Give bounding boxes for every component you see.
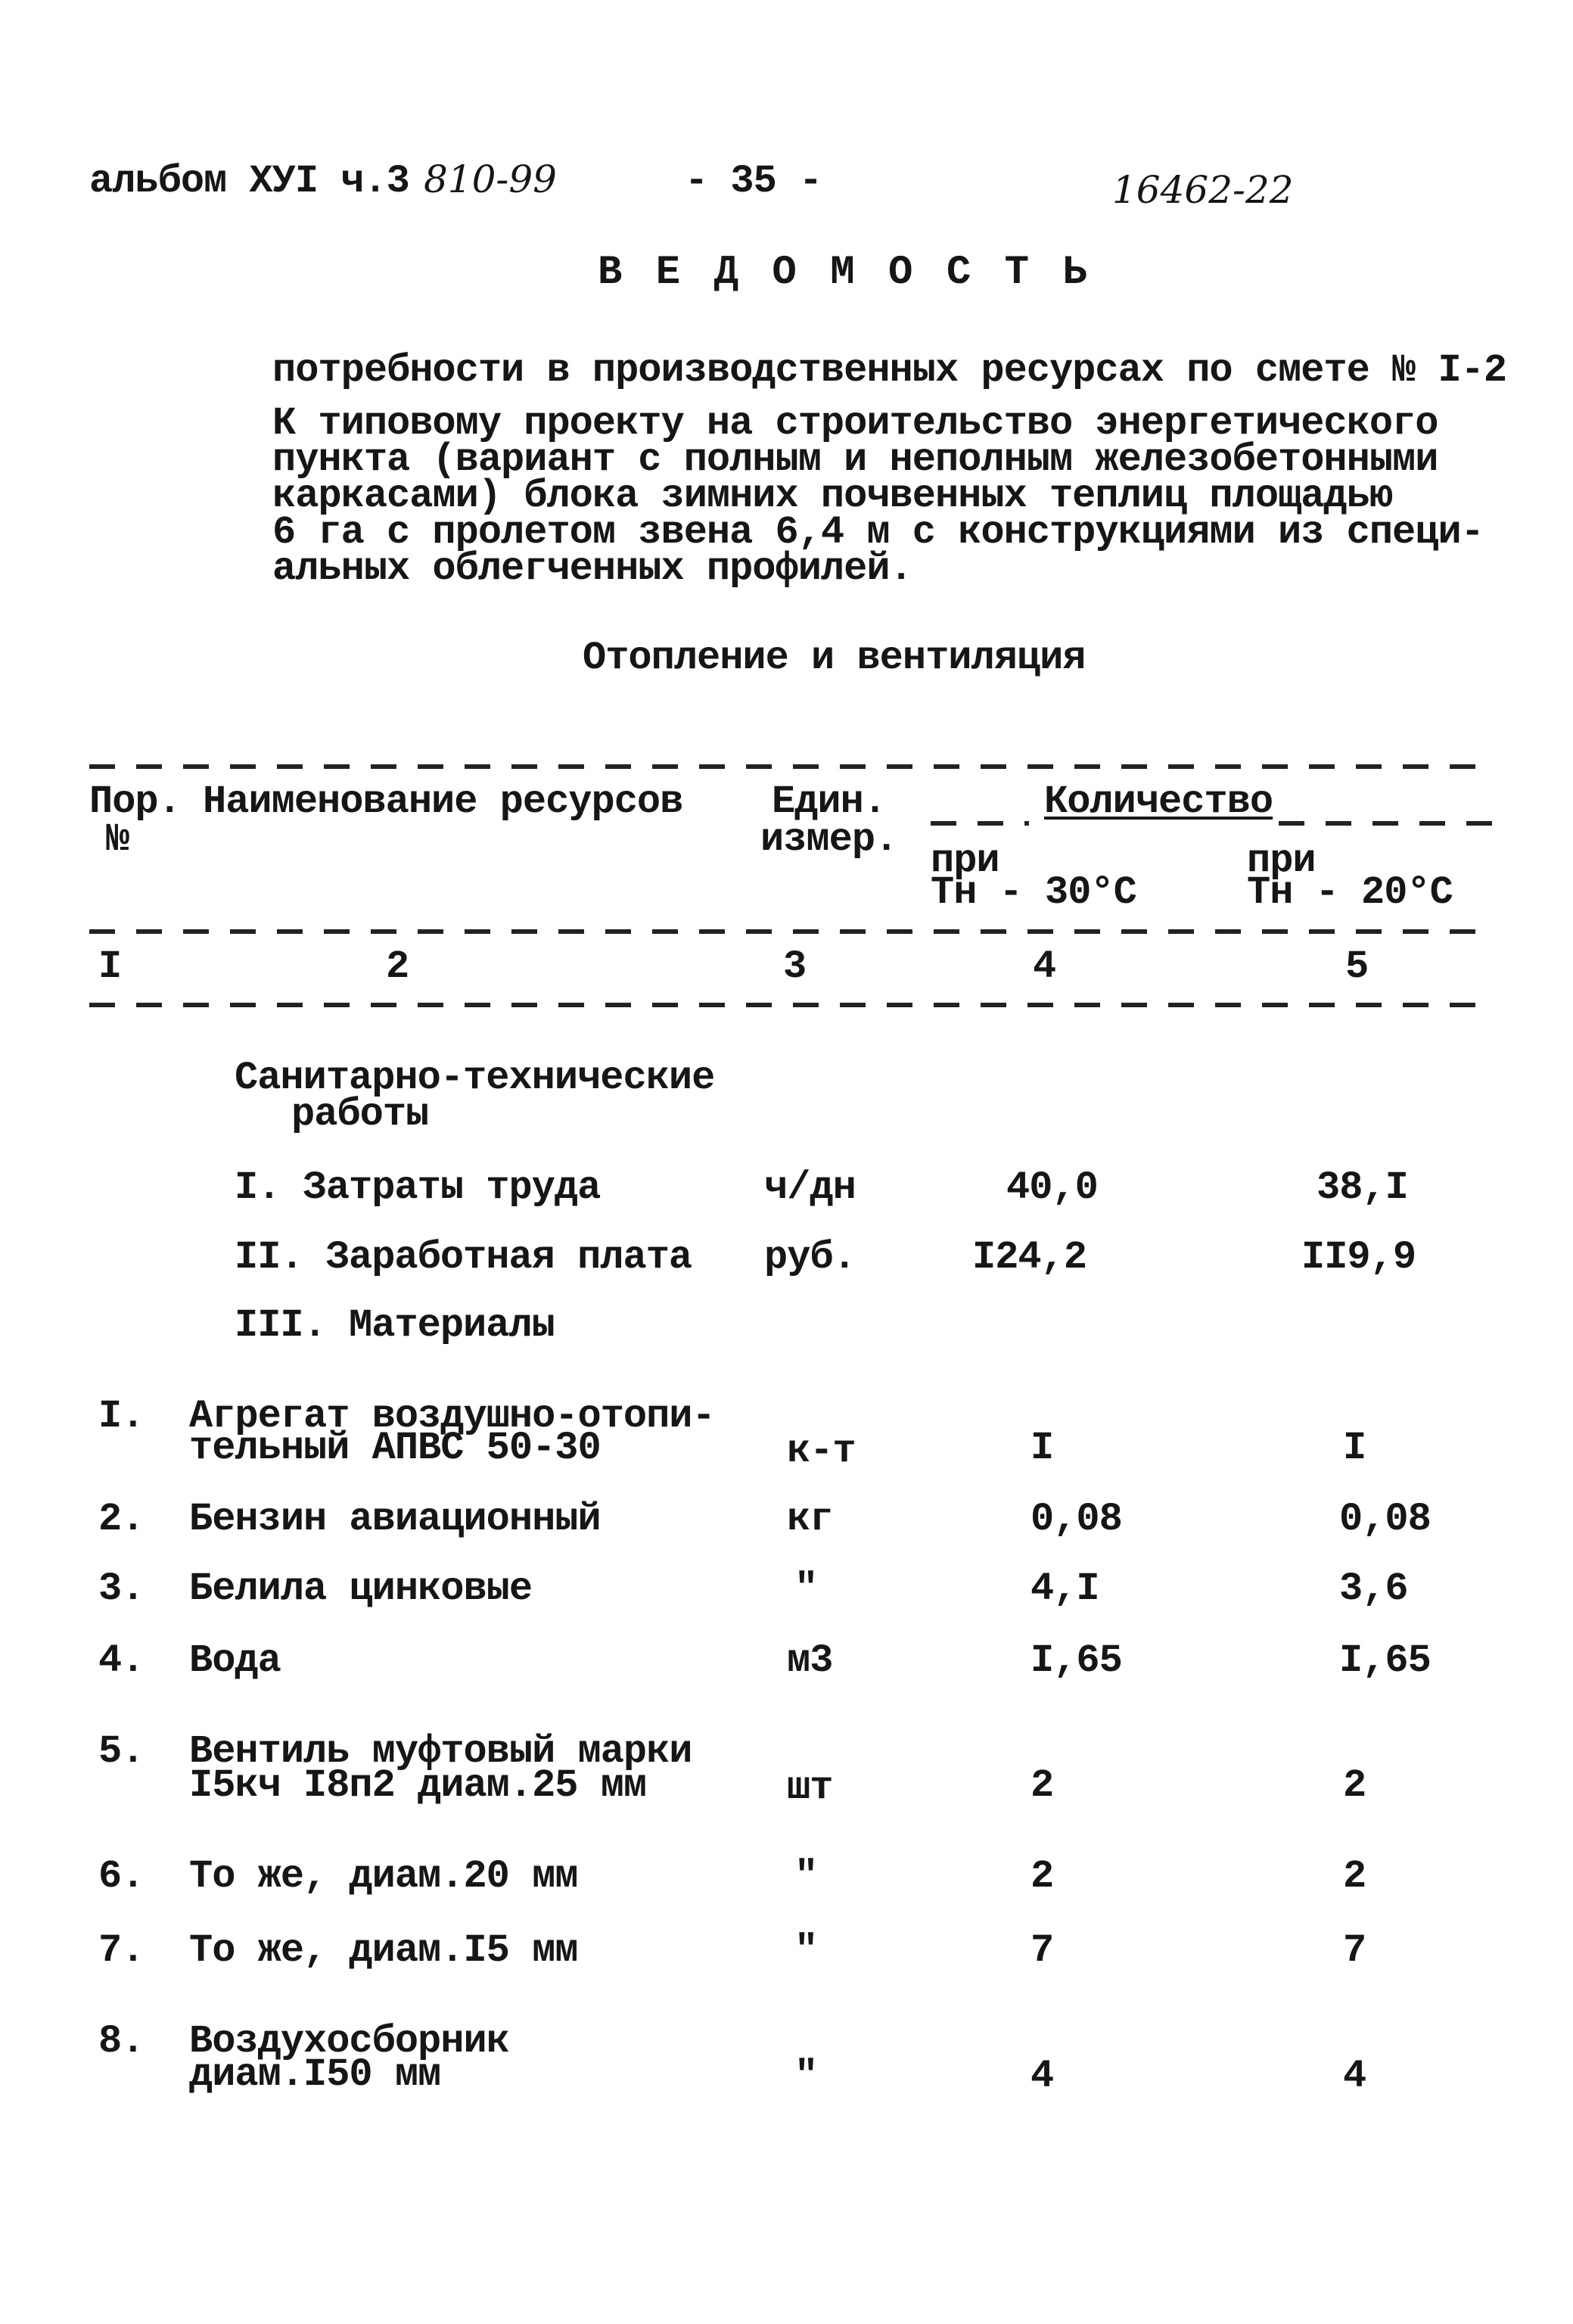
row-q1: 4 <box>1031 2054 1054 2098</box>
row-q1: 0,08 <box>1031 1497 1122 1542</box>
row-q2: 2 <box>1343 1763 1366 1808</box>
row-q2: I <box>1343 1426 1366 1470</box>
description-line: каркасами) блока зимних почвенных теплиц площадью <box>272 474 1393 518</box>
document-code: 16462-22 <box>1112 168 1294 212</box>
row-unit: " <box>794 1566 818 1611</box>
row-unit: м3 <box>787 1638 833 1683</box>
table-top-rule <box>89 764 1497 769</box>
row-q1: 4,I <box>1031 1566 1099 1611</box>
row-q2: 3,6 <box>1339 1566 1408 1611</box>
row-unit: " <box>794 1928 818 1973</box>
row-unit: кг <box>787 1497 833 1542</box>
summary-q2: 38,I <box>1317 1165 1408 1210</box>
row-q2: 0,08 <box>1339 1497 1431 1542</box>
summary-q1: 40,0 <box>1006 1165 1098 1210</box>
row-name-line1: То же, диам.I5 мм <box>189 1928 578 1973</box>
header-name: Наименование ресурсов <box>203 779 683 824</box>
row-num: 4. <box>98 1638 145 1683</box>
subtitle: потребности в производственных ресурсах по смете № I-2 <box>272 348 1507 393</box>
album-label: альбом XУI ч.3 <box>89 159 409 204</box>
row-q2: I,65 <box>1339 1638 1431 1683</box>
description-line: пункта (вариант с полным и неполным железобетонными <box>272 437 1438 482</box>
group-title-line1: Санитарно-технические <box>235 1056 715 1100</box>
row-name-line2: диам.I50 мм <box>189 2052 441 2097</box>
col-number: 4 <box>1033 944 1056 989</box>
header-num: Пор. <box>89 779 181 824</box>
summary-label: III. Материалы <box>235 1303 555 1348</box>
row-num: 6. <box>98 1854 145 1899</box>
header-q1-line1: при <box>931 838 999 883</box>
row-name-line1: Белила цинковые <box>189 1566 533 1611</box>
summary-label: I. Затраты труда <box>235 1165 601 1210</box>
row-name-line2: I5кч I8п2 диам.25 мм <box>189 1763 647 1808</box>
col-number: 2 <box>386 944 409 989</box>
header-unit-line1: Един. <box>772 779 887 824</box>
header-bottom-rule <box>89 929 1497 934</box>
page-number: - 35 - <box>685 159 822 204</box>
summary-q2: II9,9 <box>1301 1235 1416 1280</box>
row-num: I. <box>98 1394 145 1439</box>
description-line: 6 га с пролетом звена 6,4 м с конструкциями из специ- <box>272 510 1484 555</box>
col-number: 3 <box>783 944 807 989</box>
summary-q1: I24,2 <box>972 1235 1087 1280</box>
header-qty-rule-left <box>931 821 1029 826</box>
row-name-line1: То же, диам.20 мм <box>189 1854 578 1899</box>
summary-unit: руб. <box>764 1235 856 1280</box>
group-title-line2: работы <box>291 1092 429 1137</box>
col-number-rule <box>89 1003 1497 1007</box>
row-name-line1: Агрегат воздушно-отопи- <box>189 1394 715 1439</box>
row-name-line1: Вентиль муфтовый марки <box>189 1729 692 1774</box>
header-unit-line2: измер. <box>760 817 898 862</box>
header-num-sign: № <box>106 817 129 862</box>
row-num: 3. <box>98 1566 145 1611</box>
header-q1-line2: Тн - 30°С <box>931 870 1136 915</box>
row-unit: шт <box>787 1766 833 1810</box>
col-number: I <box>98 944 122 989</box>
row-q1: I <box>1031 1426 1054 1470</box>
row-q1: I,65 <box>1031 1638 1122 1683</box>
row-num: 5. <box>98 1729 145 1774</box>
col-number: 5 <box>1345 944 1369 989</box>
row-name-line2: тельный АПВС 50-30 <box>189 1426 601 1470</box>
section-title: Отопление и вентиляция <box>583 636 1086 680</box>
row-unit: к-т <box>787 1429 856 1473</box>
header-qty-rule-right <box>1279 821 1497 826</box>
row-q1: 2 <box>1031 1854 1054 1899</box>
row-q2: 4 <box>1343 2054 1366 2098</box>
summary-label: II. Заработная плата <box>235 1235 692 1280</box>
row-q1: 2 <box>1031 1763 1054 1808</box>
header-quantity: Количество <box>1044 779 1273 824</box>
header-q2-line1: при <box>1247 838 1316 883</box>
summary-unit: ч/дн <box>764 1165 856 1210</box>
row-q2: 2 <box>1343 1854 1366 1899</box>
row-q2: 7 <box>1343 1928 1366 1973</box>
document-title: В Е Д О М О С Т Ь <box>598 250 1092 296</box>
row-name-line1: Вода <box>189 1638 281 1683</box>
description-line: К типовому проекту на строительство энергетического <box>272 401 1438 446</box>
row-name-line1: Воздухосборник <box>189 2019 509 2064</box>
description-line: альных облегченных профилей. <box>272 546 912 591</box>
row-unit: " <box>794 1854 818 1899</box>
row-num: 7. <box>98 1928 145 1973</box>
row-num: 2. <box>98 1497 145 1542</box>
row-unit: " <box>794 2054 818 2098</box>
row-num: 8. <box>98 2019 145 2064</box>
album-handwritten-number: 810-99 <box>424 157 557 201</box>
row-q1: 7 <box>1031 1928 1054 1973</box>
header-q2-line2: Тн - 20°С <box>1247 870 1453 915</box>
row-name-line1: Бензин авиационный <box>189 1497 601 1542</box>
